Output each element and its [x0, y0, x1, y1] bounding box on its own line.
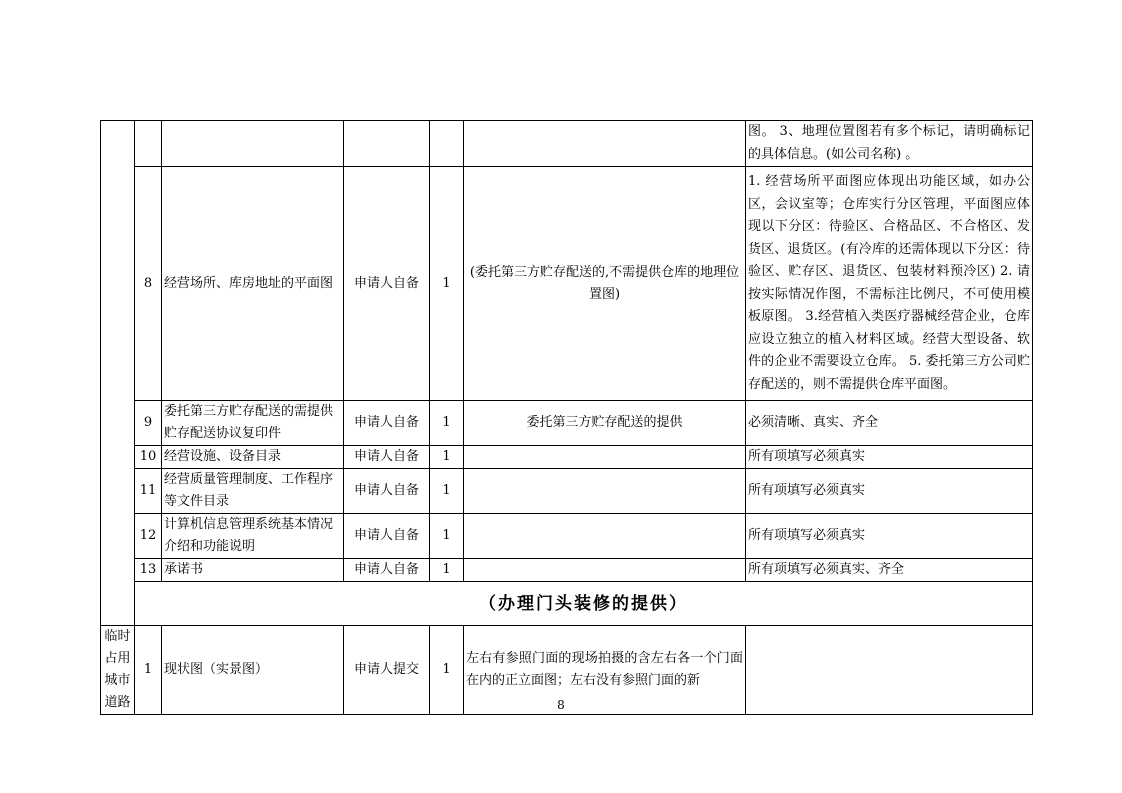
source: 申请人自备 — [344, 514, 430, 559]
row-number: 8 — [135, 167, 162, 401]
remark — [464, 446, 746, 469]
remark-cell — [464, 121, 746, 167]
row-number: 12 — [135, 514, 162, 559]
material-name: 经营设施、设备目录 — [162, 446, 344, 469]
source: 申请人自备 — [344, 446, 430, 469]
table-row — [101, 121, 1033, 167]
table-row — [101, 514, 1033, 559]
count-cell — [430, 121, 464, 167]
material-name: 委托第三方贮存配送的需提供贮存配送协议复印件 — [162, 401, 344, 446]
note: 所有项填写必须真实、齐全 — [746, 559, 1033, 582]
row-number: 13 — [135, 559, 162, 582]
source: 申请人自备 — [344, 469, 430, 514]
note-cell: 图。 3、地理位置图若有多个标记，请明确标记的具体信息。(如公司名称) 。 — [746, 121, 1033, 167]
material-name: 经营场所、库房地址的平面图 — [162, 167, 344, 401]
count: 1 — [430, 469, 464, 514]
materials-table — [100, 120, 1033, 715]
source: 申请人自备 — [344, 559, 430, 582]
remark — [464, 469, 746, 514]
note: 所有项填写必须真实 — [746, 514, 1033, 559]
note: 1. 经营场所平面图应体现出功能区域，如办公区，会议室等；仓库实行分区管理，平面图应体现以下分区：待验区、合格品区、不合格区、发货区、退货区。(有冷库的还需体现以下分区：待验区、贮存区、退货区、包装材料预冷区) 2. 请按实际情况作图，不需标注比例尺，不可使用模板原图。 3.经营植入类医疗器械经营企业，仓库应设立独立的植入材料区域。经营大型设备、软件的企业不需要设立仓库。 5. 委托第三方公司贮存配送的，则不需提供仓库平面图。 — [746, 167, 1033, 401]
category-label-text: 临时占用城市道路 — [104, 629, 131, 710]
row-number: 1 — [135, 626, 162, 715]
count: 1 — [430, 559, 464, 582]
count: 1 — [430, 514, 464, 559]
count: 1 — [430, 626, 464, 715]
section-title: （办理门头装修的提供） — [135, 582, 1033, 626]
section-header-row — [101, 582, 1033, 626]
table-row — [101, 167, 1033, 401]
material-name: 现状图（实景图） — [162, 626, 344, 715]
remark: (委托第三方贮存配送的,不需提供仓库的地理位置图) — [464, 167, 746, 401]
table-row — [101, 401, 1033, 446]
material-name-cell — [162, 121, 344, 167]
row-number: 10 — [135, 446, 162, 469]
material-name: 计算机信息管理系统基本情况介绍和功能说明 — [162, 514, 344, 559]
page-number: 8 — [557, 698, 565, 712]
remark — [464, 559, 746, 582]
count: 1 — [430, 401, 464, 446]
row-number-cell — [135, 121, 162, 167]
source-cell — [344, 121, 430, 167]
table-row — [101, 469, 1033, 514]
remark: 委托第三方贮存配送的提供 — [464, 401, 746, 446]
row-number: 9 — [135, 401, 162, 446]
table-row — [101, 446, 1033, 469]
note: 所有项填写必须真实 — [746, 446, 1033, 469]
count: 1 — [430, 167, 464, 401]
note: 必须清晰、真实、齐全 — [746, 401, 1033, 446]
remark: 左右有参照门面的现场拍摄的含左右各一个门面在内的正立面图；左右没有参照门面的新 — [464, 626, 746, 715]
material-name: 承诺书 — [162, 559, 344, 582]
material-name: 经营质量管理制度、工作程序等文件目录 — [162, 469, 344, 514]
note: 所有项填写必须真实 — [746, 469, 1033, 514]
row-number: 11 — [135, 469, 162, 514]
source: 申请人自备 — [344, 401, 430, 446]
count: 1 — [430, 446, 464, 469]
category-cell-empty — [101, 121, 135, 626]
source: 申请人自备 — [344, 167, 430, 401]
source: 申请人提交 — [344, 626, 430, 715]
table-row — [101, 559, 1033, 582]
remark — [464, 514, 746, 559]
